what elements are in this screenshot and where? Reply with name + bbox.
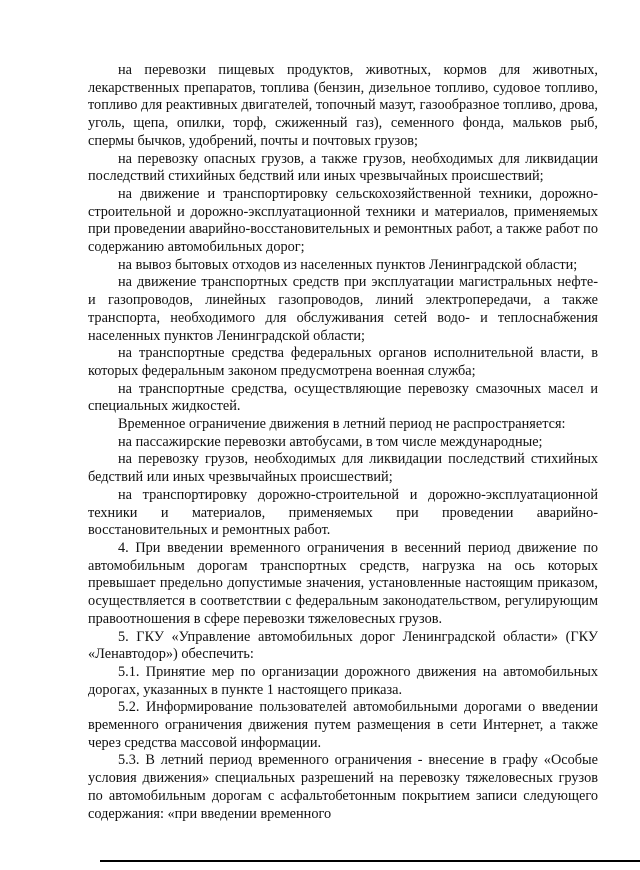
paragraph-item-5-2: 5.2. Информирование пользователей автомобильными дорогами о введении временного ограничения движения путем размещения в сети Интернет, а также через средства массовой информации.: [88, 699, 598, 751]
paragraph-road-machinery: на транспортировку дорожно-строительной и дорожно-эксплуатационной техники и материалов, применяемых при проведении аварийно-восстановительных и ремонтных работ.: [88, 486, 598, 539]
paragraph-waste-removal: на вывоз бытовых отходов из населенных пунктов Ленинградской области;: [118, 256, 578, 273]
paragraph-dangerous-goods: на перевозку опасных грузов, а также грузов, необходимых для ликвидации последствий стихийных бедствий или иных чрезвычайных происшествий;: [88, 150, 598, 185]
paragraph-item-4: 4. При введении временного ограничения в весенний период движение по автомобильным дорогам транспортных средств, нагрузка на ось которых превышает предельно допустимые значения, установленные настоящим приказом, осуществляется в соответствии с федеральным законодательством, регулирующим правоотношения в сфере перевозки тяжеловесных грузов.: [88, 539, 598, 627]
paragraph-item-5-1: 5.1. Принятие мер по организации дорожного движения на автомобильных дорогах, указанных в пункте 1 настоящего приказа.: [88, 663, 598, 698]
paragraph-federal-vehicles: на транспортные средства федеральных органов исполнительной власти, в которых федеральным законом предусмотрена военная служба;: [88, 345, 598, 379]
paragraph-buses: на пассажирские перевозки автобусами, в том числе международные;: [118, 433, 543, 450]
paragraph-summer-exemptions: Временное ограничение движения в летний период не распространяется:: [118, 416, 566, 433]
paragraph-agricultural-machinery: на движение и транспортировку сельскохозяйственной техники, дорожно-строительной и дорожно-эксплуатационной техники и материалов, применяемых при проведении аварийно-восстановительных и ремонтных работ, а также работ по содержанию автомобильных дорог;: [88, 185, 598, 256]
paragraph-lubricants: на транспортные средства, осуществляющие перевозку смазочных масел и специальных жидкостей.: [88, 380, 598, 415]
paragraph-pipelines: на движение транспортных средств при эксплуатации магистральных нефте- и газопроводов, линейных газопроводов, линий электропередачи, а также транспорта, необходимого для обслуживания сетей водо- и теплоснабжения населенных пунктов Ленинградской области;: [88, 274, 598, 344]
paragraph-food-fuel-transport: на перевозки пищевых продуктов, животных, кормов для животных, лекарственных препаратов, топлива (бензин, дизельное топливо, судовое топливо, топливо для реактивных двигателей, топочный мазут, газообразное топливо, дрова, уголь, щепа, опилки, торф, сжиженный газ), семенного фонда, мальков рыб, спермы бычков, удобрений, почты и почтовых грузов;: [88, 62, 598, 149]
paragraph-item-5: 5. ГКУ «Управление автомобильных дорог Ленинградской области» (ГКУ «Ленавтодор») обеспечить:: [88, 628, 598, 663]
paragraph-item-5-3: 5.3. В летний период временного ограничения - внесение в графу «Особые условия движения» специальных разрешений на перевозку тяжеловесных грузов по автомобильным дорогам с асфальтобетонным покрытием записи следующего содержания: «при введении временного: [88, 752, 598, 822]
document-page: [88, 62, 598, 823]
bottom-rule: [100, 860, 640, 862]
paragraph-disaster-cargo: на перевозку грузов, необходимых для ликвидации последствий стихийных бедствий или иных чрезвычайных происшествий;: [88, 451, 598, 486]
